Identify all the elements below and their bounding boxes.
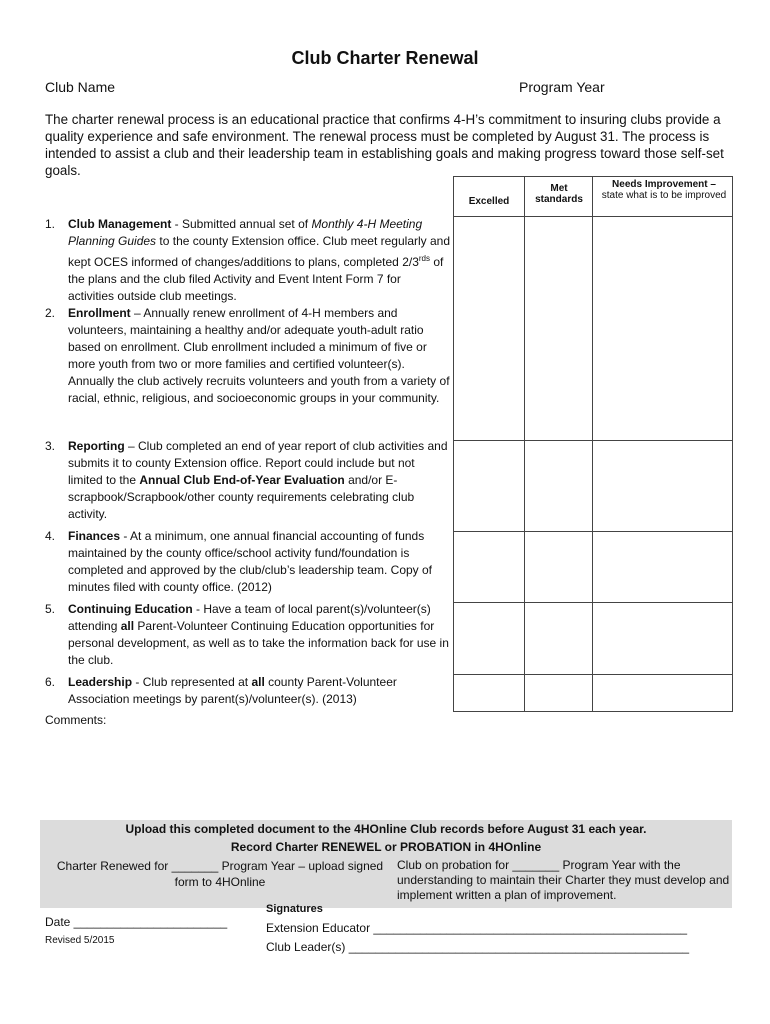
upload-instruction: Upload this completed document to the 4HOnline Club records before August 31 each year. — [125, 822, 647, 836]
criterion-number: 5. — [45, 602, 56, 616]
criterion-number: 3. — [45, 439, 56, 453]
criterion-reporting: 3. Reporting – Club completed an end of year report of club activities and submits it to county Extension office. Report could include but not limited to the Annual Club End-of-Year Evaluation and/or E-scrapbook/Scrapbook/other county requirements celebrating club activity. — [45, 439, 448, 521]
criterion-finances: 4. Finances - At a minimum, one annual financial accounting of funds maintained by the county office/school activity fund/foundation is completed and approved by the club/club’s leadership team. Copy of minutes filed with county office. (2012) — [45, 529, 433, 594]
criterion-title: Enrollment — [68, 306, 131, 320]
comments-label: Comments: — [45, 713, 107, 727]
header-needs-title: Needs Improvement – — [612, 179, 716, 190]
program-year-label: Program Year — [519, 79, 605, 95]
intro-paragraph: The charter renewal process is an educational practice that confirms 4-H’s commitment to insuring clubs provide a quality experience and safe environment. The renewal process must be completed by August 31. The process is intended to assist a club and their leadership team in establishing goals and making progress toward those self-set goals. — [45, 112, 724, 178]
criterion-club-management: 1. Club Management - Submitted annual set of Monthly 4-H Meeting Planning Guides to the county Extension office. Club meet regularly and kept OCES informed of changes/additions to plans, completed $2/3^{rds}$ of the plans and the club filed Activity and Event Intent Form 7 for activities outside club meetings. — [45, 217, 451, 303]
criterion-enrollment: 2. Enrollment – Annually renew enrollment of 4-H members and volunteers, maintaining a healthy and/or adequate youth-adult ratio based on enrollment. Club enrollment included a minimum of five or more youth from two or more families and certified volunteer(s). Annually the club actively recruits volunteers and youth from a variety of racial, ethnic, religious, and socioeconomic groups in your community. — [45, 306, 450, 405]
row-divider — [454, 674, 732, 675]
row-divider — [454, 531, 732, 532]
criterion-number: 1. — [45, 217, 56, 231]
extension-educator-signature[interactable]: Extension Educator _______________________________________________ — [266, 921, 688, 935]
club-name-label: Club Name — [45, 79, 116, 95]
criterion-title: Club Management — [68, 217, 172, 231]
header-excelled: Excelled — [468, 196, 510, 207]
criterion-leadership: 6. Leadership - Club represented at all county Parent-Volunteer Association meetings by parent(s)/volunteer(s). (2013) — [45, 675, 397, 706]
probation-field[interactable]: Club on probation for _______ Program Year with the understanding to maintain their Charter they must develop and implement written a plan of improvement. — [397, 858, 730, 902]
criterion-title: Finances — [68, 529, 121, 543]
rating-cell-excelled-1[interactable] — [454, 217, 524, 440]
criterion-number: 2. — [45, 306, 56, 320]
page-title: Club Charter Renewal — [291, 48, 479, 68]
rating-cell-needs-1[interactable] — [593, 217, 732, 440]
header-met-standards: Met standards — [535, 183, 583, 205]
signatures-heading: Signatures — [266, 903, 323, 915]
row-divider — [454, 602, 732, 603]
criterion-title: Leadership — [68, 675, 133, 689]
rating-cell-met-1[interactable] — [525, 217, 592, 440]
criterion-title: Reporting — [68, 439, 125, 453]
criterion-number: 4. — [45, 529, 56, 543]
charter-renewed-field[interactable]: Charter Renewed for _______ Program Year – upload signed form to 4HOnline — [56, 859, 384, 889]
criterion-continuing-education: 5. Continuing Education - Have a team of local parent(s)/volunteer(s) attending all Parent-Volunteer Continuing Education opportunities for personal development, as well as to take the information back for use in the club. — [45, 602, 449, 667]
revised-note: Revised 5/2015 — [45, 935, 115, 946]
criterion-title: Continuing Education — [68, 602, 193, 616]
record-instruction: Record Charter RENEWEL or PROBATION in 4HOnline — [230, 840, 542, 854]
criterion-number: 6. — [45, 675, 56, 689]
date-field[interactable]: Date _______________________ — [45, 915, 228, 929]
club-leader-signature[interactable]: Club Leader(s) ___________________________________________________ — [266, 940, 690, 954]
header-needs-sub: state what is to be improved — [601, 190, 727, 201]
header-needs-improvement — [594, 179, 734, 201]
rating-table — [453, 176, 733, 712]
row-divider — [454, 440, 732, 441]
